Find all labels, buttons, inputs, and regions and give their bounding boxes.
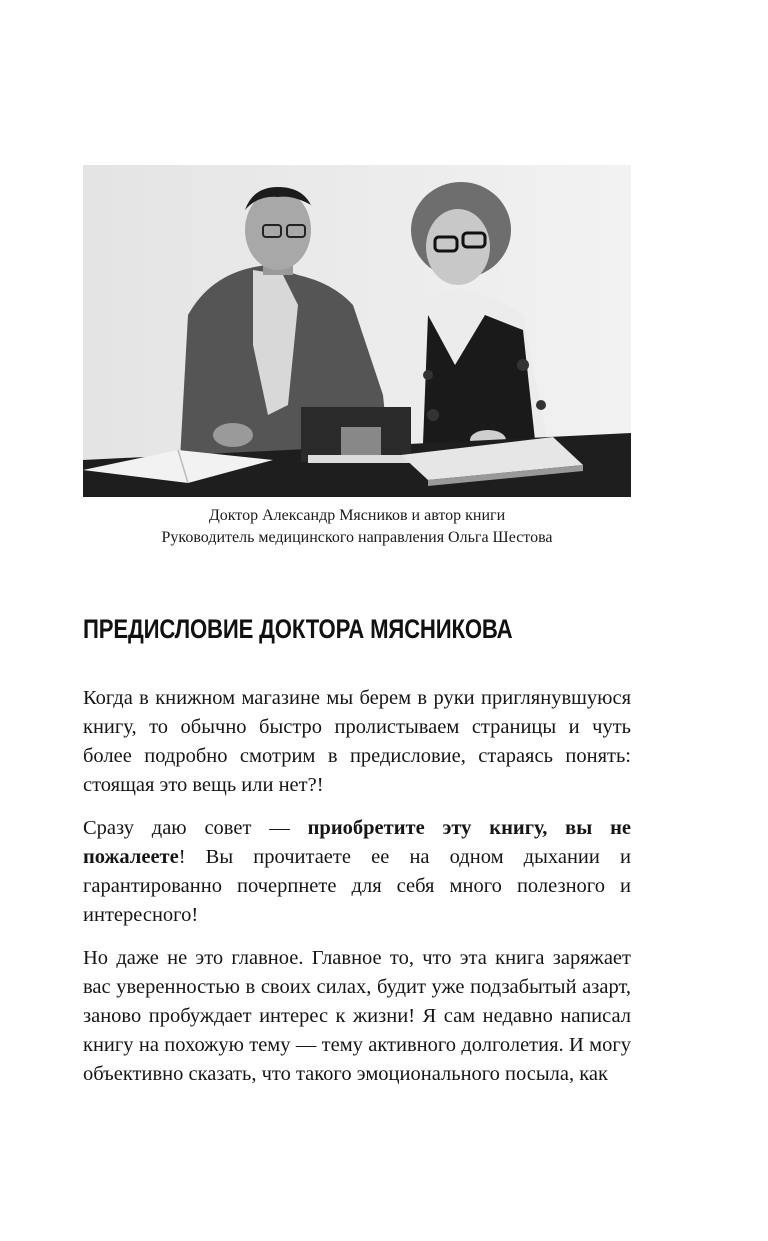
paragraph-3: Но даже не это главное. Главное то, что эта книга заряжает вас уверенностью в своих силах, будит уже подзабытый азарт, заново пробуждает интерес к жизни! Я сам недавно написал книгу на похожую тему — тему активного долголетия. И могу объективно сказать, что такого эмоционального посыла, как [83,947,631,1085]
body-text [83,684,631,1103]
section-title: ПРЕДИСЛОВИЕ ДОКТОРА МЯСНИКОВА [83,614,513,644]
photo-caption [83,505,631,549]
paragraph-1: Когда в книжном магазине мы берем в руки приглянувшуюся книгу, то обычно быстро пролистываем страницы и чуть более подробно смотрим в предисловие, стараясь понять: стоящая это вещь или нет?! [83,687,631,796]
author-photo [83,165,631,497]
paragraph-2-start: Сразу даю совет — [83,817,308,839]
paragraph-2 [83,814,631,930]
caption-line-2: Руководитель медицинского направления Ольга Шестова [161,529,553,546]
paragraph-2-bold: приобретите эту книгу, вы не пожалеете [83,817,631,868]
caption-line-1: Доктор Александр Мясников и автор книги [208,507,506,524]
paragraph-2-end: ! Вы прочитаете ее на одном дыхании и гарантированно почерпнете для себя много полезного и интересного! [83,846,631,926]
